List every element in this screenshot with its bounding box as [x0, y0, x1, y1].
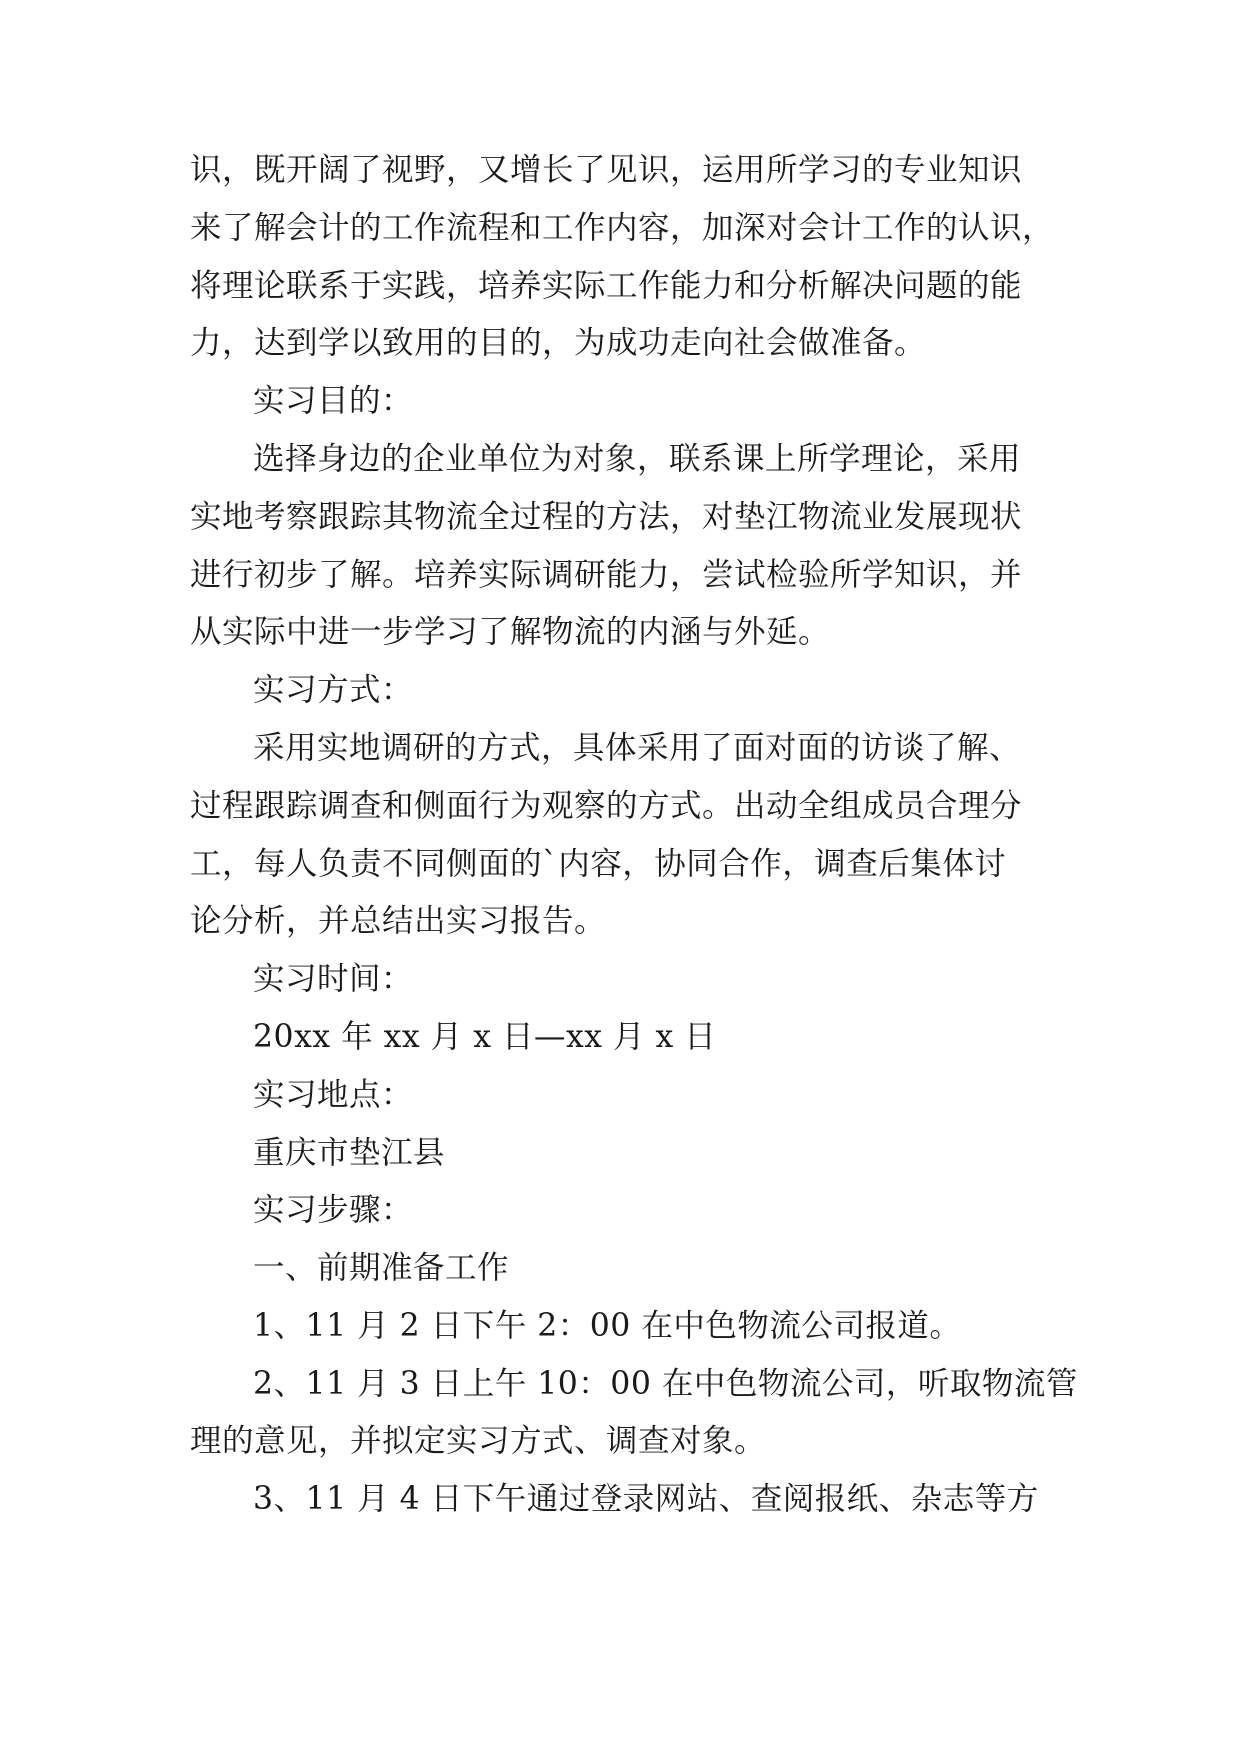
text-line: 将理论联系于实践，培养实际工作能力和分析解决问题的能: [190, 268, 1023, 304]
list-item: 2、11 月 3 日上午 10：00 在中色物流公司，听取物流管: [253, 1366, 1078, 1402]
text-line: 实地考察跟踪其物流全过程的方法，对垫江物流业发展现状: [190, 499, 1023, 535]
list-item: 3、11 月 4 日下午通过登录网站、查阅报纸、杂志等方: [253, 1481, 1039, 1517]
text-line: 力，达到学以致用的目的，为成功走向社会做准备。: [190, 325, 927, 361]
text-line: 从实际中进一步学习了解物流的内涵与外延。: [190, 614, 831, 650]
section-heading: 实习方式：: [253, 672, 414, 708]
section-heading: 实习步骤：: [253, 1192, 414, 1228]
text-line: 论分析，并总结出实习报告。: [190, 903, 607, 939]
text-line: 理的意见，并拟定实习方式、调查对象。: [190, 1423, 767, 1459]
text-line: 进行初步了解。培养实际调研能力，尝试检验所学知识，并: [190, 557, 1023, 593]
text-line: 选择身边的企业单位为对象，联系课上所学理论，采用: [253, 441, 1022, 477]
text-line: 采用实地调研的方式，具体采用了面对面的访谈了解、: [253, 730, 1022, 766]
text-line: 过程跟踪调查和侧面行为观察的方式。出动全组成员合理分: [190, 788, 1023, 824]
section-heading: 实习地点：: [253, 1077, 414, 1113]
section-heading: 实习时间：: [253, 961, 414, 997]
section-heading: 实习目的：: [253, 383, 414, 419]
subsection-heading: 一、前期准备工作: [253, 1250, 510, 1286]
text-line: 来了解会计的工作流程和工作内容，加深对会计工作的认识，: [190, 210, 1055, 246]
text-line: 识，既开阔了视野，又增长了见识，运用所学习的专业知识: [190, 152, 1023, 188]
text-line: 重庆市垫江县: [253, 1135, 446, 1171]
list-item: 1、11 月 2 日下午 2：00 在中色物流公司报道。: [253, 1308, 962, 1344]
text-line: 20xx 年 xx 月 x 日—xx 月 x 日: [253, 1019, 717, 1055]
text-line: 工，每人负责不同侧面的`内容，协同合作，调查后集体讨: [190, 846, 1007, 882]
